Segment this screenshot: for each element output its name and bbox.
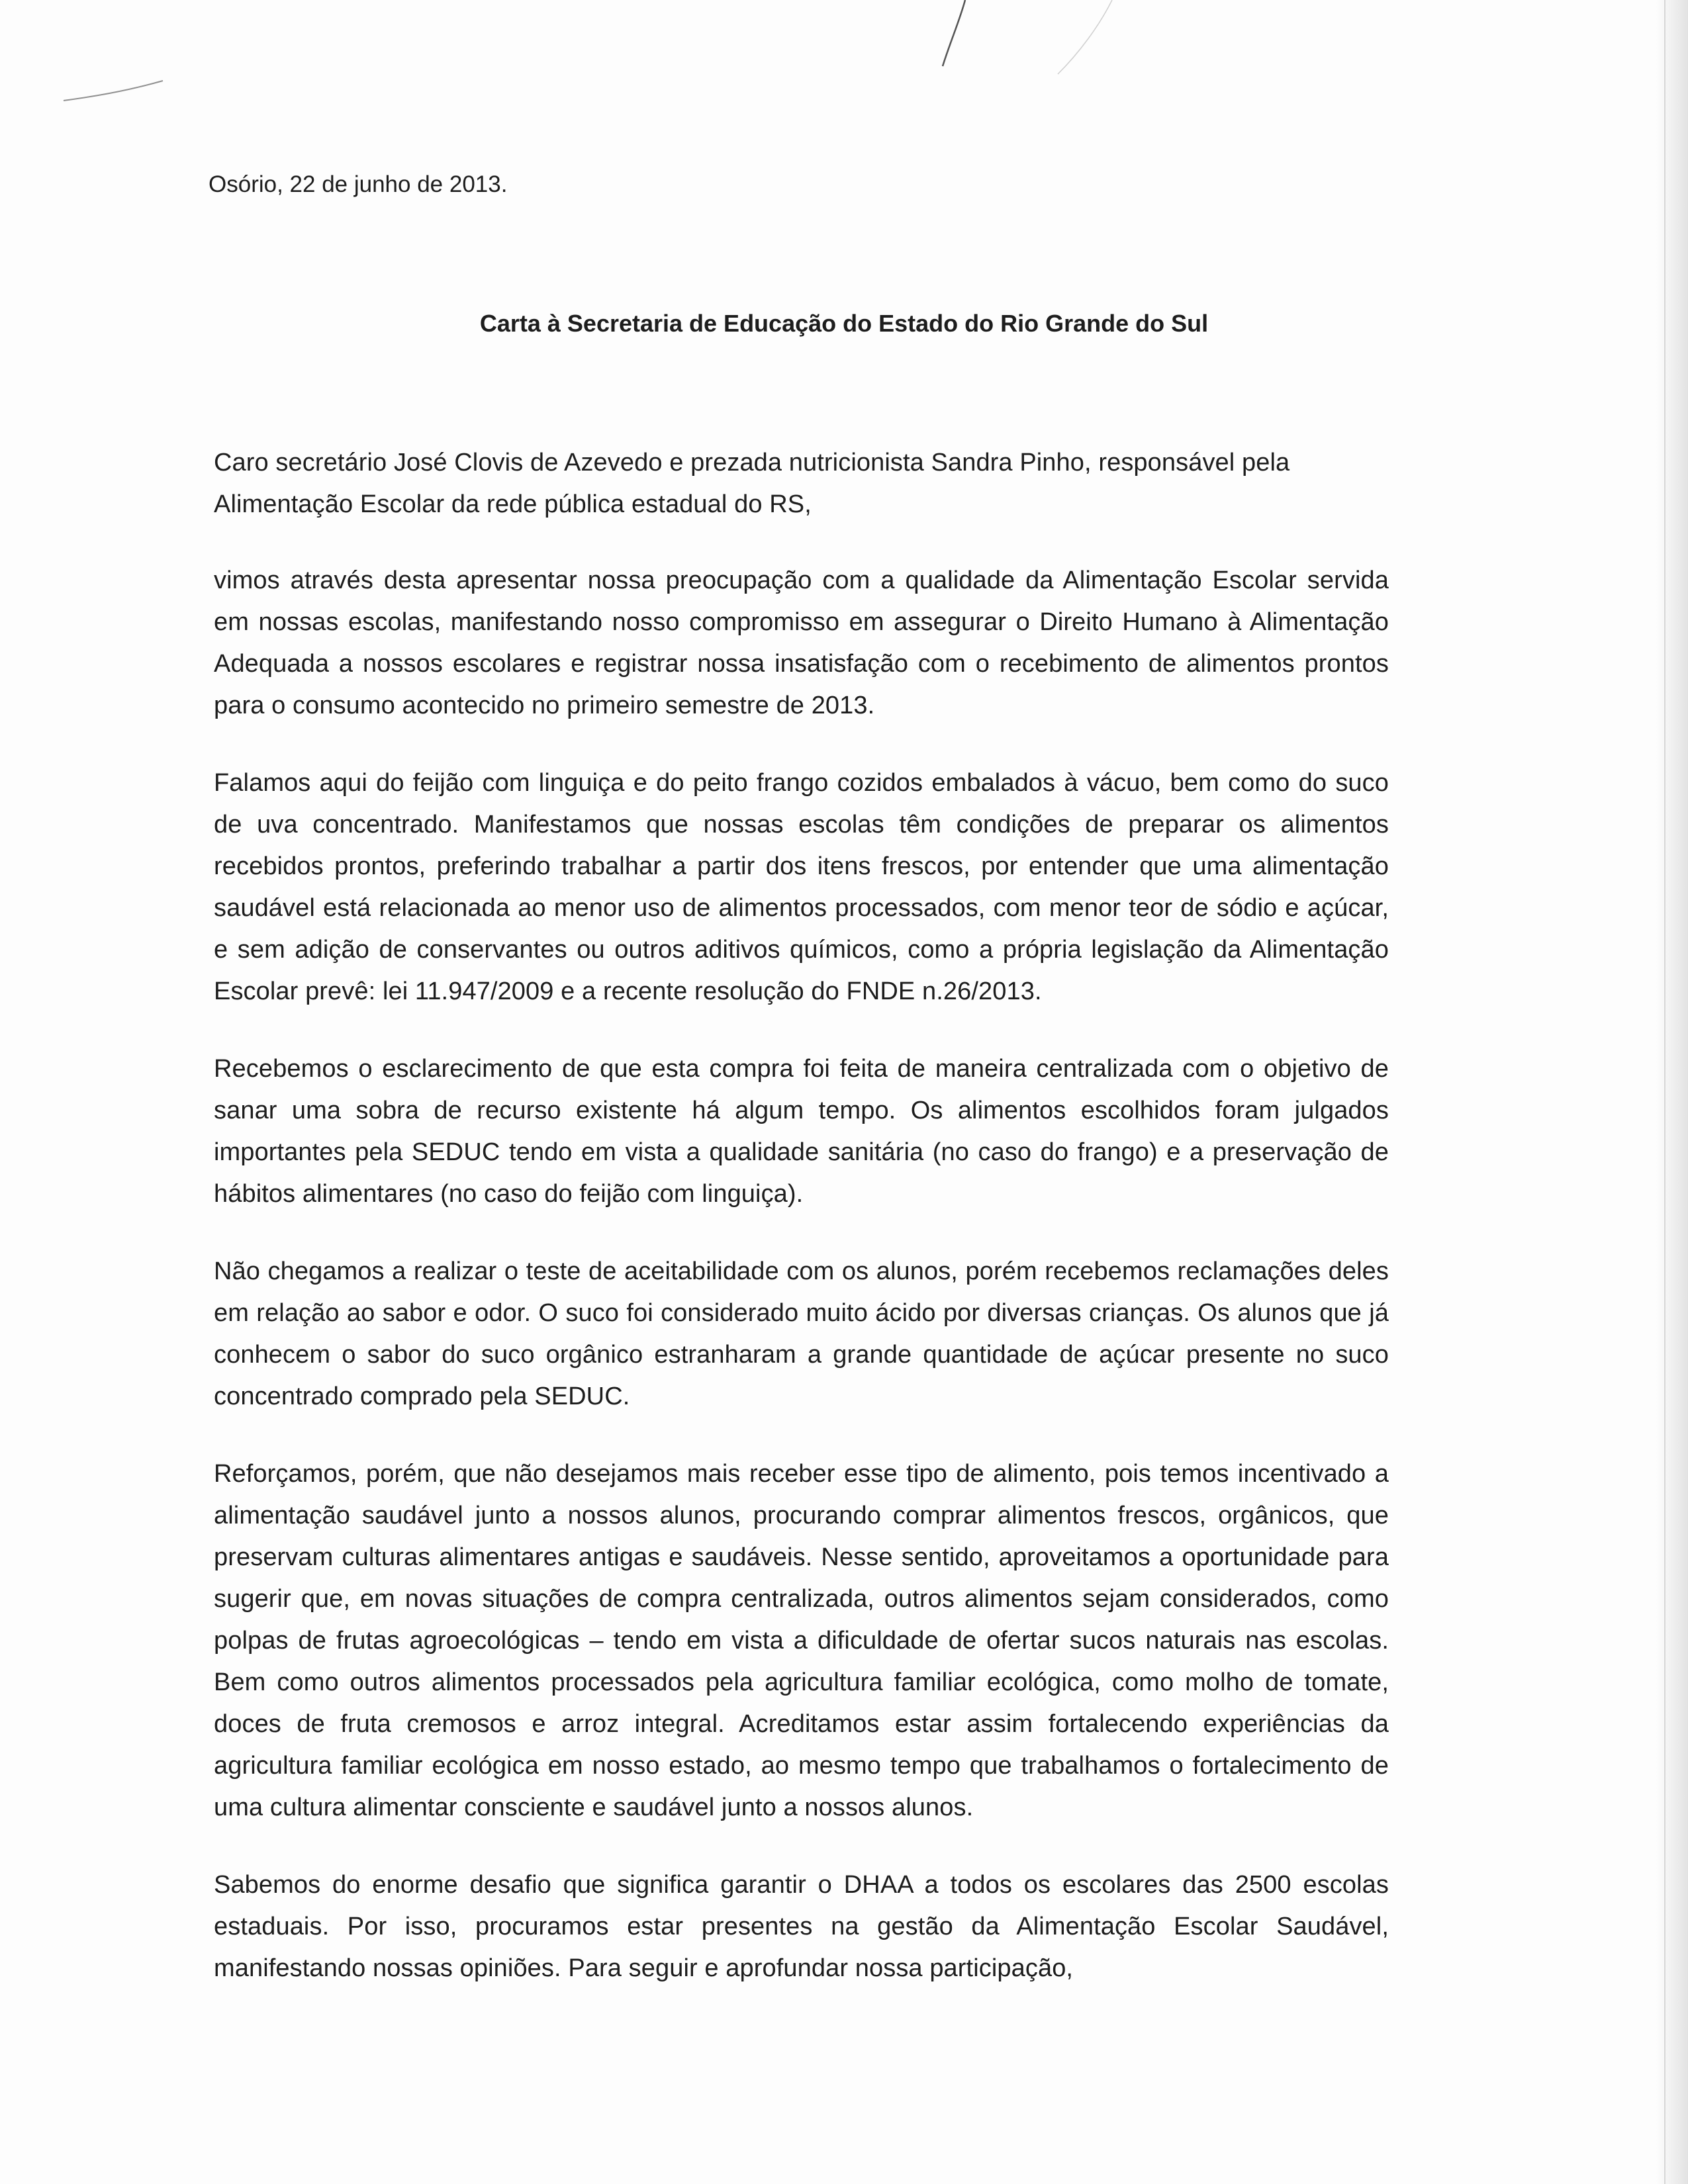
letter-body: [214, 442, 1389, 2025]
letter-paragraph-6: Sabemos do enorme desafio que significa garantir o DHAA a todos os escolares das 2500 escolas estaduais. Por isso, procuramos estar presentes na gestão da Alimentação Escolar Saudável, manifestando nossas opiniões. Para seguir e aprofundar nossa participação,: [214, 1871, 1389, 1982]
pen-stroke-slash: [943, 0, 965, 66]
pen-stroke-faint: [1058, 0, 1112, 74]
letter-greeting: Caro secretário José Clovis de Azevedo e prezada nutricionista Sandra Pinho, responsável pela Alimentação Escolar da rede pública estadual do RS,: [214, 449, 1290, 518]
letter-paragraph-2: Falamos aqui do feijão com linguiça e do peito frango cozidos embalados à vácuo, bem como do suco de uva concentrado. Manifestamos que nossas escolas têm condições de preparar os alimentos recebidos prontos, preferindo trabalhar a partir dos itens frescos, por entender que uma alimentação saudável está relacionada ao menor uso de alimentos processados, com menor teor de sódio e açúcar, e sem adição de conservantes ou outros aditivos químicos, como a própria legislação da Alimentação Escolar prevê: lei 11.947/2009 e a recente resolução do FNDE n.26/2013.: [214, 769, 1389, 1005]
letter-paragraph-1: vimos através desta apresentar nossa preocupação com a qualidade da Alimentação Escolar servida em nossas escolas, manifestando nosso compromisso em assegurar o Direito Humano à Alimentação Adequada a nossos escolares e registrar nossa insatisfação com o recebimento de alimentos prontos para o consumo acontecido no primeiro semestre de 2013.: [214, 567, 1389, 719]
pen-marks: [0, 0, 1688, 199]
letter-paragraph-5: Reforçamos, porém, que não desejamos mais receber esse tipo de alimento, pois temos incentivado a alimentação saudável junto a nossos alunos, procurando comprar alimentos frescos, orgânicos, que preservam culturas alimentares antigas e saudáveis. Nesse sentido, aproveitamos a oportunidade para sugerir que, em novas situações de compra centralizada, outros alimentos sejam considerados, como polpas de frutas agroecológicas – tendo em vista a dificuldade de ofertar sucos naturais nas escolas. Bem como outros alimentos processados pela agricultura familiar ecológica, como molho de tomate, doces de fruta cremosos e arroz integral. Acreditamos estar assim fortalecendo experiências da agricultura familiar ecológica em nosso estado, ao mesmo tempo que trabalhamos o fortalecimento de uma cultura alimentar consciente e saudável junto a nossos alunos.: [214, 1460, 1389, 1821]
letter-title: Carta à Secretaria de Educação do Estado do Rio Grande do Sul: [479, 310, 1209, 337]
letter-paragraph-4: Não chegamos a realizar o teste de aceitabilidade com os alunos, porém recebemos reclamações deles em relação ao sabor e odor. O suco foi considerado muito ácido por diversas crianças. Os alunos que já conhecem o sabor do suco orgânico estranharam a grande quantidade de açúcar presente no suco concentrado comprado pela SEDUC.: [214, 1257, 1389, 1410]
letter-paragraph-3: Recebemos o esclarecimento de que esta compra foi feita de maneira centralizada com o objetivo de sanar uma sobra de recurso existente há algum tempo. Os alimentos escolhidos foram julgados importantes pela SEDUC tendo em vista a qualidade sanitária (no caso do frango) e a preservação de hábitos alimentares (no caso do feijão com linguiça).: [214, 1055, 1389, 1208]
letter-date: Osório, 22 de junho de 2013.: [209, 171, 508, 197]
pen-stroke-left: [64, 81, 163, 101]
